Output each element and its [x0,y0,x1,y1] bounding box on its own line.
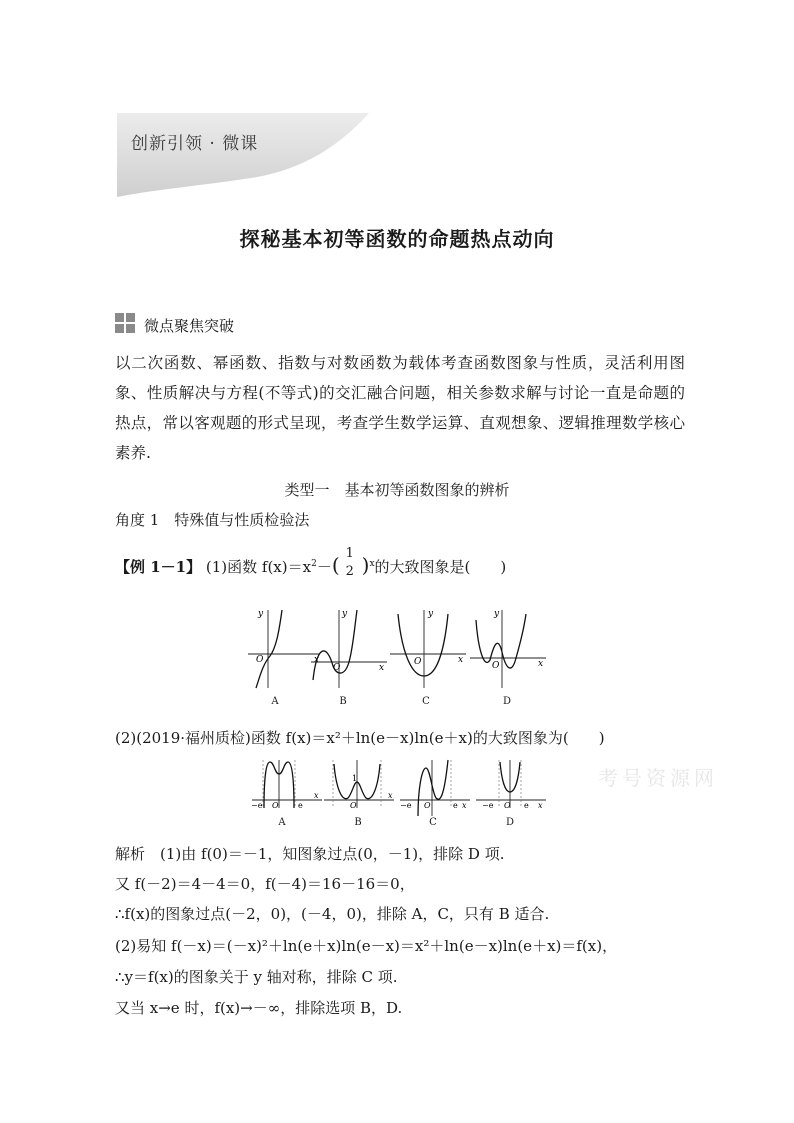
x-axis-label: x [538,659,544,669]
solution-line-6: 又当 x→e 时，f(x)→－∞，排除选项 B，D. [115,999,403,1017]
y-axis-label: y [342,609,348,619]
graph-2c [398,758,472,818]
origin-label: O [350,801,357,810]
e-label: e [453,801,458,810]
option-label-a: A [271,696,279,707]
graph-2a [250,758,324,810]
graph-2b [322,758,396,810]
solution-line-3: ∴f(x)的图象过点(－2，0)，(－4，0)，排除 A，C，只有 B 适合. [115,905,550,923]
e-label: e [298,801,303,810]
neg-e-label: −e [482,801,494,810]
solution-line-4: (2)易知 f(－x)＝(－x)²＋ln(e＋x)ln(e－x)＝x²＋ln(e－x)ln(e＋x)＝f(x)， [115,937,618,955]
solution-line-1: 解析 (1)由 f(0)＝－1，知图象过点(0，－1)，排除 D 项. [115,845,505,863]
x-axis-label: x [379,663,385,673]
graph-1d [468,604,548,690]
option-label-b: B [339,696,347,707]
graph-2d [474,758,548,810]
origin-label: O [504,801,511,810]
x-axis-label: x [388,791,393,800]
fraction-denominator: 2 [345,564,354,579]
solution-line-2: 又 f(－2)＝4－4＝0，f(－4)＝16－16＝0， [115,875,415,893]
intro-paragraph: 以二次函数、幂函数、指数与对数函数为载体考查函数图象与性质，灵活利用图象、性质解决与方程(不等式)的交汇融合问题，相关参数求解与讨论一直是命题的热点，常以客观题的形式呈现，考查学生数学运算、直观想象、逻辑推理数学核心素养. [115,354,685,462]
watermark: 考号资源网 [598,766,718,790]
example1-question1: 【例 1－1】 (1)函数 $f(x)=x^2-$( 1 2 )$^x$的大致图象是( ) [115,546,507,579]
option-label-c: C [422,696,430,707]
option-label-a2: A [278,817,286,828]
x-axis-label: x [538,801,543,810]
q1-suffix: 的大致图象是( ) [374,558,507,576]
banner-label: 创新引领 · 微课 [131,134,259,154]
origin-label: O [492,661,500,671]
option-label-d: D [502,696,512,707]
fraction-numerator: 1 [345,546,354,561]
origin-label: O [333,663,341,673]
q1-power: x [369,559,375,569]
section-title: 微点聚焦突破 [144,317,235,335]
y-axis-label: y [258,609,264,619]
origin-label: O [272,801,279,810]
y-axis-label: y [428,609,434,619]
option-label-b2: B [354,817,362,828]
e-label: e [524,801,529,810]
graph-1b [309,604,389,690]
option-label-d2: D [505,817,515,828]
y-axis-label: y [494,609,500,619]
origin-label: O [256,655,264,665]
origin-label: O [424,801,431,810]
x-axis-label: x [458,655,464,665]
type-heading: 类型一 基本初等函数图象的辨析 [284,481,510,499]
neg-e-label: −e [400,801,412,810]
option-label-c2: C [429,817,437,828]
q1-exponent: 2 [311,559,317,569]
x-axis-label: x [314,655,320,665]
q1-prefix: (1)函数 f(x)＝x [205,558,312,576]
solution-line-5: ∴y＝f(x)的图象关于 y 轴对称，排除 C 项. [115,968,398,986]
one-label: 1 [352,774,358,783]
x-axis-label: x [314,791,319,800]
banner-shape [117,113,369,197]
page-title: 探秘基本初等函数的命题热点动向 [239,227,555,251]
x-axis-label: x [462,801,467,810]
q1-fraction [340,546,362,579]
example-label: 【例 1－1】 [115,558,202,576]
neg-e-label: −e [251,801,263,810]
example1-question2: (2)(2019·福州质检)函数 f(x)＝x²＋ln(e－x)ln(e＋x)的大致图象为( ) [115,729,605,747]
q1-minus: － [316,558,332,576]
origin-label: O [414,657,422,667]
angle-heading: 角度 1 特殊值与性质检验法 [115,511,310,529]
grid-icon [115,313,135,333]
graph-1c [388,604,468,690]
